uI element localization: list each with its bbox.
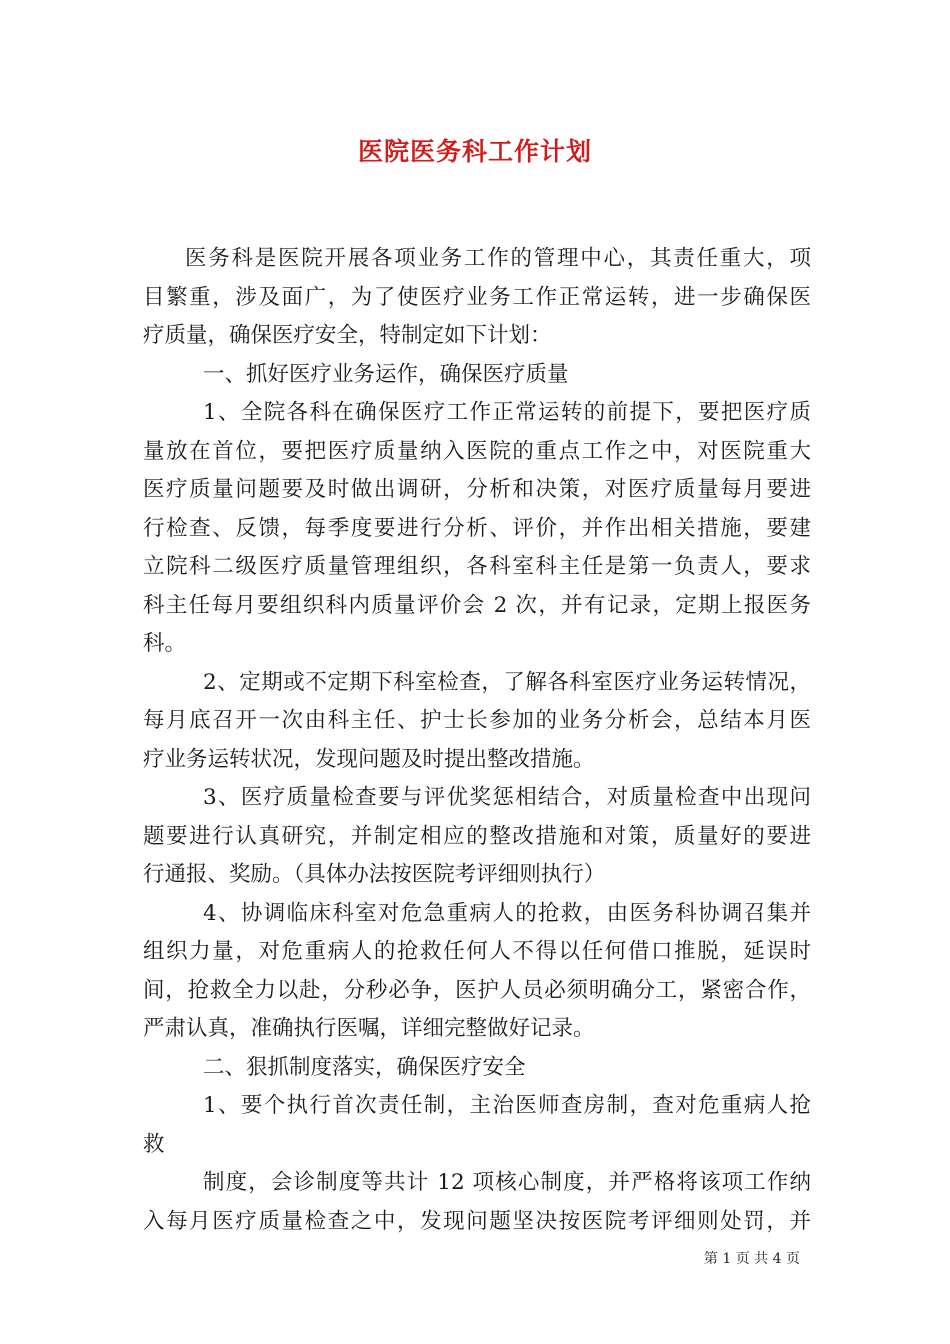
- body-text-line: 间，抢救全力以赴，分秒必争，医护人员必须明确分工，紧密合作，: [143, 977, 811, 1003]
- body-text-line: 4、协调临床科室对危急重病人的抢救，由医务科协调召集并: [203, 900, 811, 926]
- body-text-line: 1、全院各科在确保医疗工作正常运转的前提下，要把医疗质: [203, 400, 811, 425]
- body-text-line: 组织力量，对危重病人的抢救任何人不得以任何借口推脱，延误时: [143, 939, 811, 964]
- body-text-line: 2、定期或不定期下科室检查，了解各科室医疗业务运转情况，: [203, 669, 811, 695]
- body-text-line: 每月底召开一次由科主任、护士长参加的业务分析会，总结本月医: [143, 708, 811, 733]
- body-text-line: 题要进行认真研究，并制定相应的整改措施和对策，质量好的要进: [143, 823, 811, 849]
- body-text-line: 二、狠抓制度落实，确保医疗安全: [203, 1054, 526, 1080]
- page-number: 第 1 页 共 4 页: [703, 1251, 800, 1267]
- body-text-line: 疗业务运转状况，发现问题及时提出整改措施。: [143, 746, 595, 772]
- body-text-line: 医务科是医院开展各项业务工作的管理中心，其责任重大，项: [185, 246, 811, 271]
- body-text-line: 目繁重，涉及面广，为了使医疗业务工作正常运转，进一步确保医: [143, 284, 811, 310]
- body-text-line: 科。: [143, 631, 187, 656]
- body-text-line: 3、医疗质量检查要与评优奖惩相结合，对质量检查中出现问: [203, 785, 811, 810]
- body-text-line: 制度，会诊制度等共计 12 项核心制度，并严格将该项工作纳: [203, 1170, 811, 1195]
- body-text-line: 疗质量，确保医疗安全，特制定如下计划：: [143, 323, 552, 348]
- body-text-line: 1、要个执行首次责任制，主治医师查房制，查对危重病人抢: [203, 1093, 811, 1118]
- body-text-line: 严肃认真，准确执行医嘱，详细完整做好记录。: [143, 1016, 595, 1041]
- body-text-line: 量放在首位，要把医疗质量纳入医院的重点工作之中，对医院重大: [143, 438, 811, 464]
- body-text-line: 一、抓好医疗业务运作，确保医疗质量: [203, 361, 569, 387]
- body-text-line: 行通报、奖励。（具体办法按医院考评细则执行）: [143, 862, 606, 887]
- body-text-line: 科主任每月要组织科内质量评价会 2 次，并有记录，定期上报医务: [143, 592, 811, 618]
- body-text-line: 入每月医疗质量检查之中，发现问题坚决按医院考评细则处罚，并: [143, 1208, 811, 1234]
- document-body: [143, 240, 811, 1241]
- document-title: 医院医务科工作计划: [357, 137, 592, 166]
- body-text-line: 救: [143, 1131, 165, 1157]
- body-text-line: 医疗质量问题要及时做出调研，分析和决策，对医疗质量每月要进: [143, 477, 811, 502]
- body-text-line: 行检查、反馈，每季度要进行分析、评价，并作出相关措施，要建: [143, 515, 811, 541]
- body-text-line: 立院科二级医疗质量管理组织，各科室科主任是第一负责人，要求: [143, 554, 811, 579]
